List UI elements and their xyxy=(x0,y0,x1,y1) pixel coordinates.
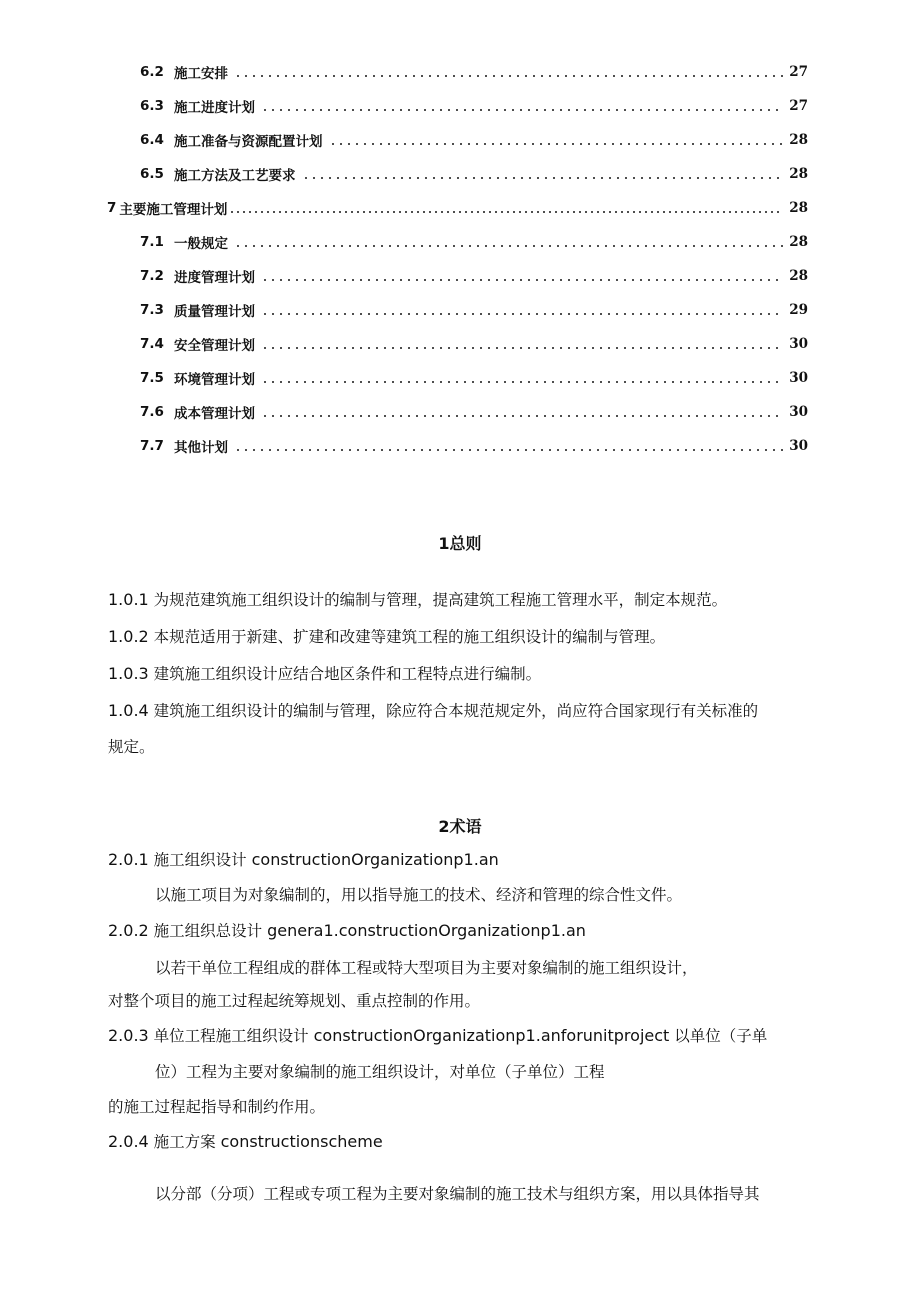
term-entry xyxy=(108,1025,767,1047)
term-entry xyxy=(108,1131,383,1153)
toc-item-number: 7.6 xyxy=(140,404,164,420)
toc-item-title: 成本管理计划 xyxy=(174,406,255,422)
toc-item-number: 7.7 xyxy=(140,438,164,454)
toc-item[interactable] xyxy=(140,400,808,424)
toc-leader-dots xyxy=(329,133,784,147)
toc-item-number: 7.2 xyxy=(140,268,164,284)
toc-item-page: 28 xyxy=(789,166,808,182)
toc-item-number: 7.4 xyxy=(140,336,164,352)
toc-leader-dots xyxy=(234,439,783,453)
toc-item[interactable] xyxy=(140,366,808,390)
toc-item-title: 一般规定 xyxy=(174,236,228,252)
toc-item[interactable] xyxy=(140,264,808,288)
toc-leader-dots xyxy=(261,371,783,385)
toc-item-title: 施工准备与资源配置计划 xyxy=(174,134,323,150)
toc-item-page: 30 xyxy=(789,336,808,352)
term-number: 2.0.4 xyxy=(108,1132,149,1151)
toc-item-page: 30 xyxy=(789,438,808,454)
toc-item-number: 7.1 xyxy=(140,234,164,250)
section-heading-terms: 2术语 xyxy=(438,817,482,836)
toc-item-page: 27 xyxy=(789,64,808,80)
toc-leader-dots xyxy=(261,303,783,317)
toc-item-page: 28 xyxy=(789,268,808,284)
term-english: constructionOrganizationp1.anforunitproject xyxy=(313,1026,670,1045)
toc-item-number: 6.3 xyxy=(140,98,164,114)
term-number: 2.0.3 xyxy=(108,1026,149,1045)
clause xyxy=(108,589,727,611)
toc-chapter-item[interactable] xyxy=(107,196,808,220)
clause-number: 1.0.3 xyxy=(108,664,149,683)
term-english: constructionscheme xyxy=(220,1132,383,1151)
term-english: genera1.constructionOrganizationp1.an xyxy=(267,921,586,940)
term-definition: 以若干单位工程组成的群体工程或特大型项目为主要对象编制的施工组织设计， xyxy=(155,959,698,977)
toc-item-title: 主要施工管理计划 xyxy=(119,202,228,218)
term-entry xyxy=(108,849,499,871)
toc-item-page: 27 xyxy=(789,98,808,114)
term-definition: 的施工过程起指导和制约作用。 xyxy=(108,1098,326,1116)
term-definition-start: 以单位（子单 xyxy=(674,1027,768,1045)
toc-item-title: 其他计划 xyxy=(174,440,228,456)
toc-leader-dots xyxy=(261,269,783,283)
toc-item[interactable] xyxy=(140,230,808,254)
clause-continuation: 规定。 xyxy=(108,738,155,756)
clause xyxy=(108,700,758,722)
toc-item[interactable] xyxy=(140,298,808,322)
term-definition: 以分部（分项）工程或专项工程为主要对象编制的施工技术与组织方案，用以具体指导其 xyxy=(155,1185,760,1203)
toc-item-title: 施工方法及工艺要求 xyxy=(174,168,296,184)
clause-text: 建筑施工组织设计应结合地区条件和工程特点进行编制。 xyxy=(153,665,542,683)
term-english: constructionOrganizationp1.an xyxy=(251,850,499,869)
term-entry xyxy=(108,920,586,942)
clause-text: 建筑施工组织设计的编制与管理，除应符合本规范规定外，尚应符合国家现行有关标准的 xyxy=(153,702,759,720)
term-definition: 对整个项目的施工过程起统筹规划、重点控制的作用。 xyxy=(108,992,481,1010)
toc-leader-dots xyxy=(234,235,783,249)
toc-item-title: 施工进度计划 xyxy=(174,100,255,116)
toc-item-number: 6.2 xyxy=(140,64,164,80)
toc-item-page: 28 xyxy=(789,200,808,216)
toc-item-title: 施工安排 xyxy=(174,66,228,82)
toc-item-title: 质量管理计划 xyxy=(174,304,255,320)
toc-item[interactable] xyxy=(140,60,808,84)
toc-item-title: 进度管理计划 xyxy=(174,270,255,286)
toc-item[interactable] xyxy=(140,128,808,152)
term-definition: 位）工程为主要对象编制的施工组织设计，对单位（子单位）工程 xyxy=(155,1063,605,1081)
toc-item-number: 7.5 xyxy=(140,370,164,386)
toc-leader-dots xyxy=(302,167,784,181)
term-definition: 以施工项目为对象编制的，用以指导施工的技术、经济和管理的综合性文件。 xyxy=(155,886,683,904)
section-heading-general: 1总则 xyxy=(438,534,482,553)
clause xyxy=(108,663,541,685)
toc-leader-dots xyxy=(234,65,783,79)
toc-item-number: 6.4 xyxy=(140,132,164,148)
toc-item-title: 安全管理计划 xyxy=(174,338,255,354)
toc-item[interactable] xyxy=(140,332,808,356)
term-name: 施工组织设计 xyxy=(153,851,247,869)
toc-item-page: 28 xyxy=(789,234,808,250)
term-number: 2.0.1 xyxy=(108,850,149,869)
toc-item-number: 7 xyxy=(107,200,117,216)
toc-item-page: 29 xyxy=(789,302,808,318)
toc-item-page: 30 xyxy=(789,370,808,386)
toc-item-number: 7.3 xyxy=(140,302,164,318)
toc-item[interactable] xyxy=(140,94,808,118)
term-name: 施工组织总设计 xyxy=(153,922,263,940)
toc-item-title: 环境管理计划 xyxy=(174,372,255,388)
term-number: 2.0.2 xyxy=(108,921,149,940)
toc-item[interactable] xyxy=(140,162,808,186)
toc-item-page: 30 xyxy=(789,404,808,420)
clause xyxy=(108,626,665,648)
toc-leader-dots xyxy=(261,405,783,419)
toc-leader-dots xyxy=(261,337,783,351)
clause-number: 1.0.1 xyxy=(108,590,149,609)
clause-text: 为规范建筑施工组织设计的编制与管理，提高建筑工程施工管理水平，制定本规范。 xyxy=(153,591,728,609)
toc-item[interactable] xyxy=(140,434,808,458)
term-name: 单位工程施工组织设计 xyxy=(153,1027,309,1045)
toc-leader-dots xyxy=(229,201,783,215)
toc-item-number: 6.5 xyxy=(140,166,164,182)
toc-leader-dots xyxy=(261,99,783,113)
clause-number: 1.0.2 xyxy=(108,627,149,646)
toc-item-page: 28 xyxy=(789,132,808,148)
clause-number: 1.0.4 xyxy=(108,701,149,720)
clause-text: 本规范适用于新建、扩建和改建等建筑工程的施工组织设计的编制与管理。 xyxy=(153,628,666,646)
term-name: 施工方案 xyxy=(153,1133,216,1151)
